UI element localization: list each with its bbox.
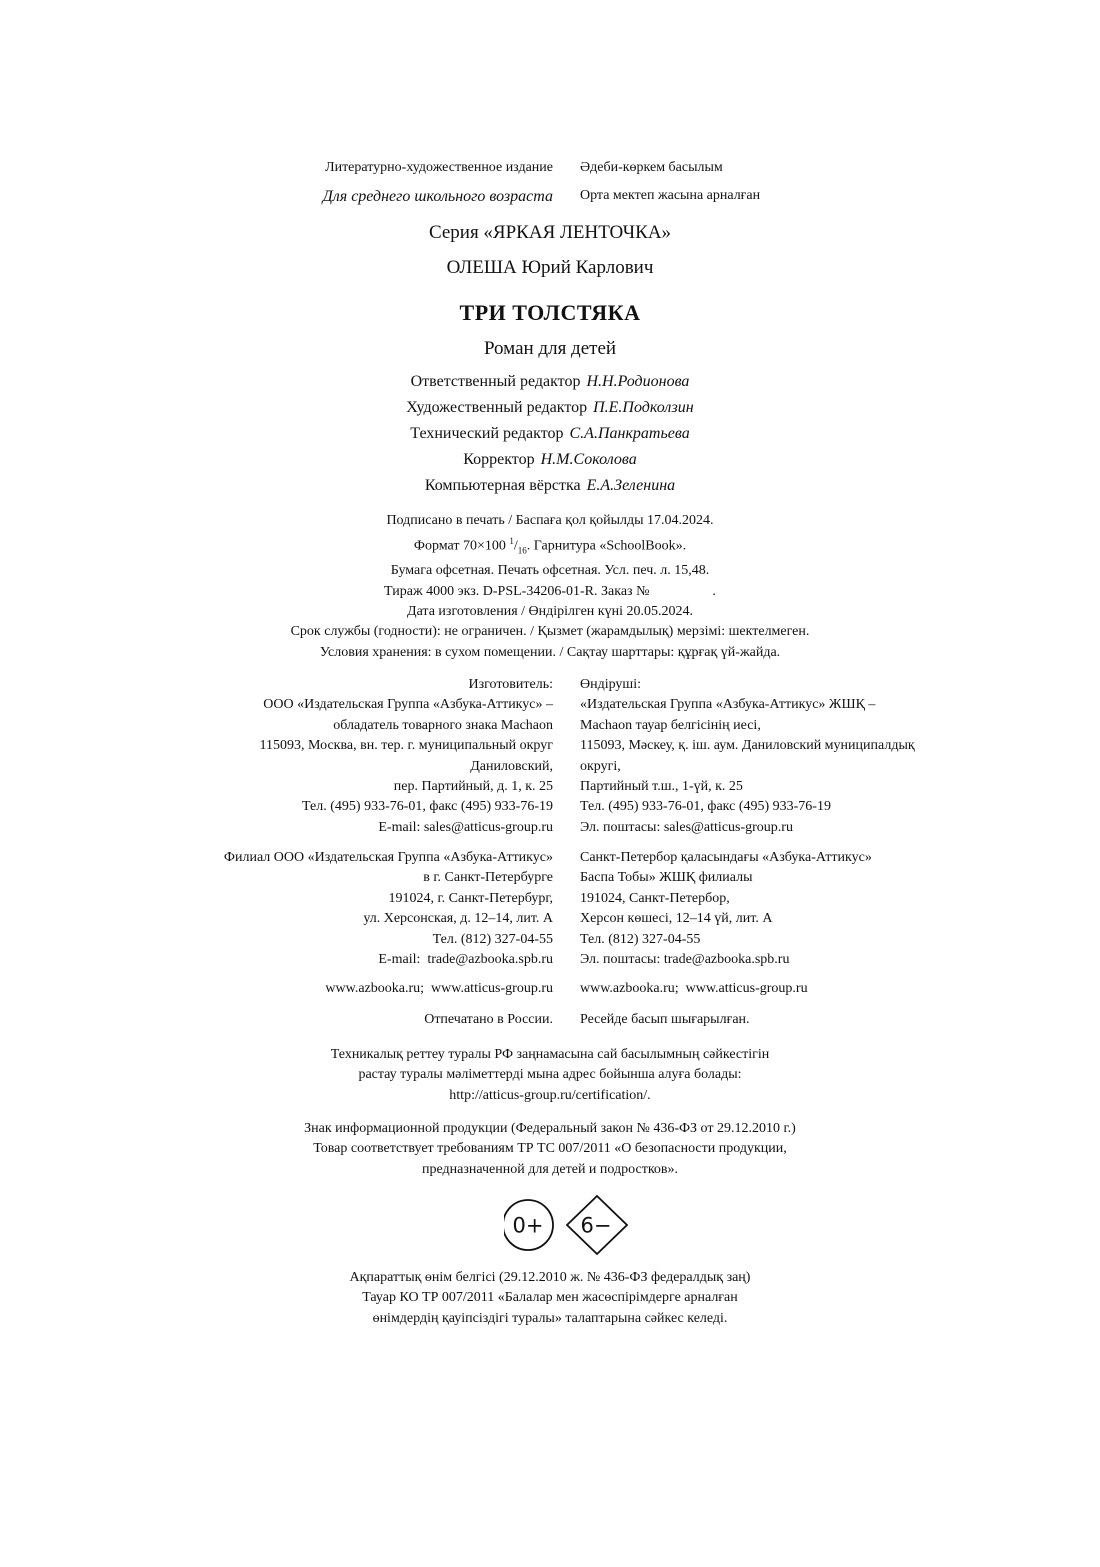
staff-line xyxy=(0,399,1100,417)
age-diamond-label: 6− xyxy=(580,1213,612,1238)
manufacturer-ru: Изготовитель: ООО «Издательская Группа «Азбука-Аттикус» – обладатель товарного знака Machaon 115093, Москва, вн. тер. г. муниципальный округ Даниловский, пер. Партийный, д. 1, к. 25 Тел. (495) 933-76-01, факс (495) 933-76-19 E-mail: sales@atticus-group.ru xyxy=(259,677,553,835)
format-line: Формат 70×100 $^1/_{16}$. Гарнитура «SchoolBook». xyxy=(413,536,687,556)
run-line: Тираж 4000 экз. D-PSL-34206-01-R. Заказ № . xyxy=(384,583,716,599)
age-ru: Для среднего школьного возраста xyxy=(322,188,553,205)
age-marks-svg xyxy=(504,1193,632,1257)
websites-kz: www.azbooka.ru; www.atticus-group.ru xyxy=(580,981,808,996)
staff-line xyxy=(0,425,1100,443)
storage-line: Условия хранения: в сухом помещении. / Сақтау шарттары: құрғақ үй-жайда. xyxy=(319,644,781,660)
manufacturer-kz: Өндіруші: «Издательская Группа «Азбука-Аттикус» ЖШҚ – Machaon тауар белгісінің иесі, 115093, Мәскеу, қ. іш. аум. Даниловский муниципалдық округі, Партийный т.ш., 1-үй, к. 25 Тел. (495) 933-76-01, факс (495) 933-76-19 Эл. поштасы: sales@atticus-group.ru xyxy=(580,677,915,835)
staff-name: Е.А.Зеленина xyxy=(586,477,676,494)
branch-ru: Филиал ООО «Издательская Группа «Азбука-Аттикус» в г. Санкт-Петербурге 191024, г. Санкт-Петербург, ул. Херсонская, д. 12–14, лит. А Тел. (812) 327-04-55 E-mail: trade@azbooka.spb.ru xyxy=(223,850,553,968)
age-kz: Орта мектеп жасына арналған xyxy=(580,188,761,203)
printed-ru: Отпечатано в России. xyxy=(424,1012,553,1027)
staff-name: П.Е.Подколзин xyxy=(593,399,694,416)
staff-role: Художественный редактор xyxy=(406,399,588,416)
book-subtitle: Роман для детей xyxy=(483,338,617,359)
staff-name: С.А.Панкратьева xyxy=(569,425,690,442)
staff-line xyxy=(0,451,1100,469)
series: Серия «ЯРКАЯ ЛЕНТОЧКА» xyxy=(428,222,672,243)
genre-kz: Әдеби-көркем басылым xyxy=(580,160,723,175)
certification-note: Техникалық реттеу туралы РФ заңнамасына сай басылымның сәйкестігін растау туралы мәліметтерді мына адрес бойынша алуға болады: http://atticus-group.ru/certification/. xyxy=(330,1047,770,1103)
paper-line: Бумага офсетная. Печать офсетная. Усл. печ. л. 15,48. xyxy=(390,563,710,579)
age-marks xyxy=(0,1193,1100,1257)
staff-line xyxy=(0,373,1100,391)
service-line: Срок службы (годности): не ограничен. / Қызмет (жарамдылық) мерзімі: шектелмеген. xyxy=(290,624,810,640)
printed-kz: Ресейде басып шығарылған. xyxy=(580,1012,750,1027)
book-title: ТРИ ТОЛСТЯКА xyxy=(459,300,641,325)
date-line: Дата изготовления / Өндірілген күні 20.05.2024. xyxy=(407,604,693,620)
staff-role: Технический редактор xyxy=(410,425,564,442)
signed-line: Подписано в печать / Баспаға қол қойылды 17.04.2024. xyxy=(386,513,714,528)
staff-role: Ответственный редактор xyxy=(410,373,581,390)
staff-name: Н.Н.Родионова xyxy=(586,373,690,390)
info-sign-ru: Знак информационной продукции (Федеральный закон № 436-ФЗ от 29.12.2010 г.) Товар соответствует требованиям ТР ТС 007/2011 «О безопасности продукции, предназначенной для детей и подростков». xyxy=(304,1121,796,1177)
print-info xyxy=(0,511,1100,663)
staff-name: Н.М.Соколова xyxy=(540,451,637,468)
age-circle-label: 0+ xyxy=(512,1213,544,1238)
staff-line xyxy=(0,477,1100,495)
websites-ru: www.azbooka.ru; www.atticus-group.ru xyxy=(325,981,553,996)
staff-role: Компьютерная вёрстка xyxy=(424,477,581,494)
branch-kz: Санкт-Петербор қаласындағы «Азбука-Аттикус» Баспа Тобы» ЖШҚ филиалы 191024, Санкт-Петербор, Херсон көшесі, 12–14 үй, лит. А Тел. (812) 327-04-55 Эл. поштасы: trade@azbooka.spb.ru xyxy=(580,850,872,968)
genre-ru: Литературно-художественное издание xyxy=(325,160,553,175)
author: ОЛЕША Юрий Карлович xyxy=(446,257,654,278)
info-sign-kz: Ақпараттық өнім белгісі (29.12.2010 ж. № 436-ФЗ федералдық заң) Тауар КО ТР 007/2011 «Балалар мен жасөспірімдерге арналған өнімдердің қауіпсіздігі туралы» талаптарына сәйкес келеді. xyxy=(349,1270,751,1326)
staff-role: Корректор xyxy=(463,451,535,468)
